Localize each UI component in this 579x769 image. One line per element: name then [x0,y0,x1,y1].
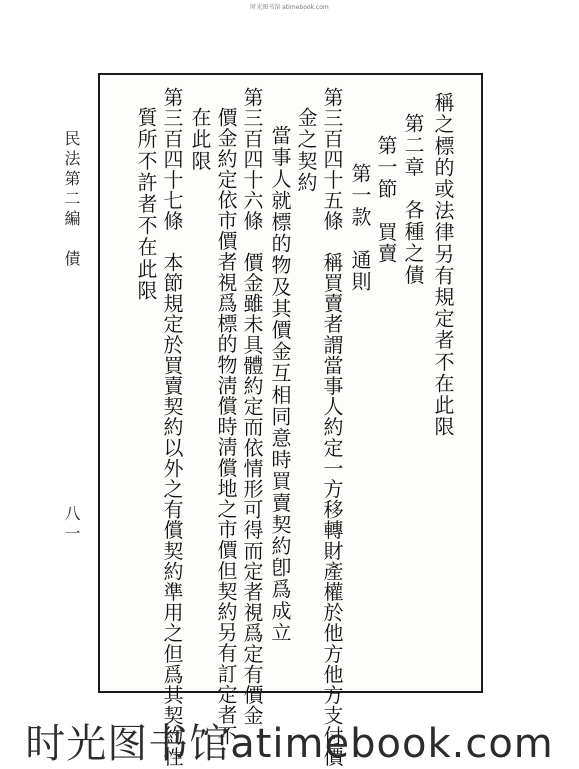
section-heading: 第一節 買賣 [374,135,398,265]
text-column-6: 金之契約 [294,107,318,194]
header-note: 时光图书馆 atimebook.com [250,4,329,11]
article-347: 第三百四十七條 本節規定於買賣契約以外之有償契約準用之但爲其契約性 [160,87,184,767]
text-column-10: 在此限 [188,107,212,172]
article-346: 第三百四十六條 價金雖未具體約定而依情形可得而定者視爲定有價金 [240,87,264,726]
watermark: 时光图书馆atimebook.com [25,720,554,767]
text-column-12: 質所不許者不在此限 [134,107,158,302]
article-345: 第三百四十五條 稱買賣者謂當事人約定一方移轉財產權於他方他方支付價 [320,87,344,767]
text-column-7: 當事人就標的物及其價金互相同意時買賣契約卽爲成立 [268,125,292,644]
text-column-9: 價金約定依市價者視爲標的物淸償時淸償地之市價但契約另有訂定者不 [214,107,238,746]
chapter-heading: 第二章 各種之債 [401,113,425,286]
page-number: 八一 [62,505,81,545]
subsection-heading: 第一款 通則 [348,163,372,293]
text-column-1: 稱之標的或法律另有規定者不在此限 [431,92,455,438]
running-title: 民法第二編 債 [62,130,81,270]
